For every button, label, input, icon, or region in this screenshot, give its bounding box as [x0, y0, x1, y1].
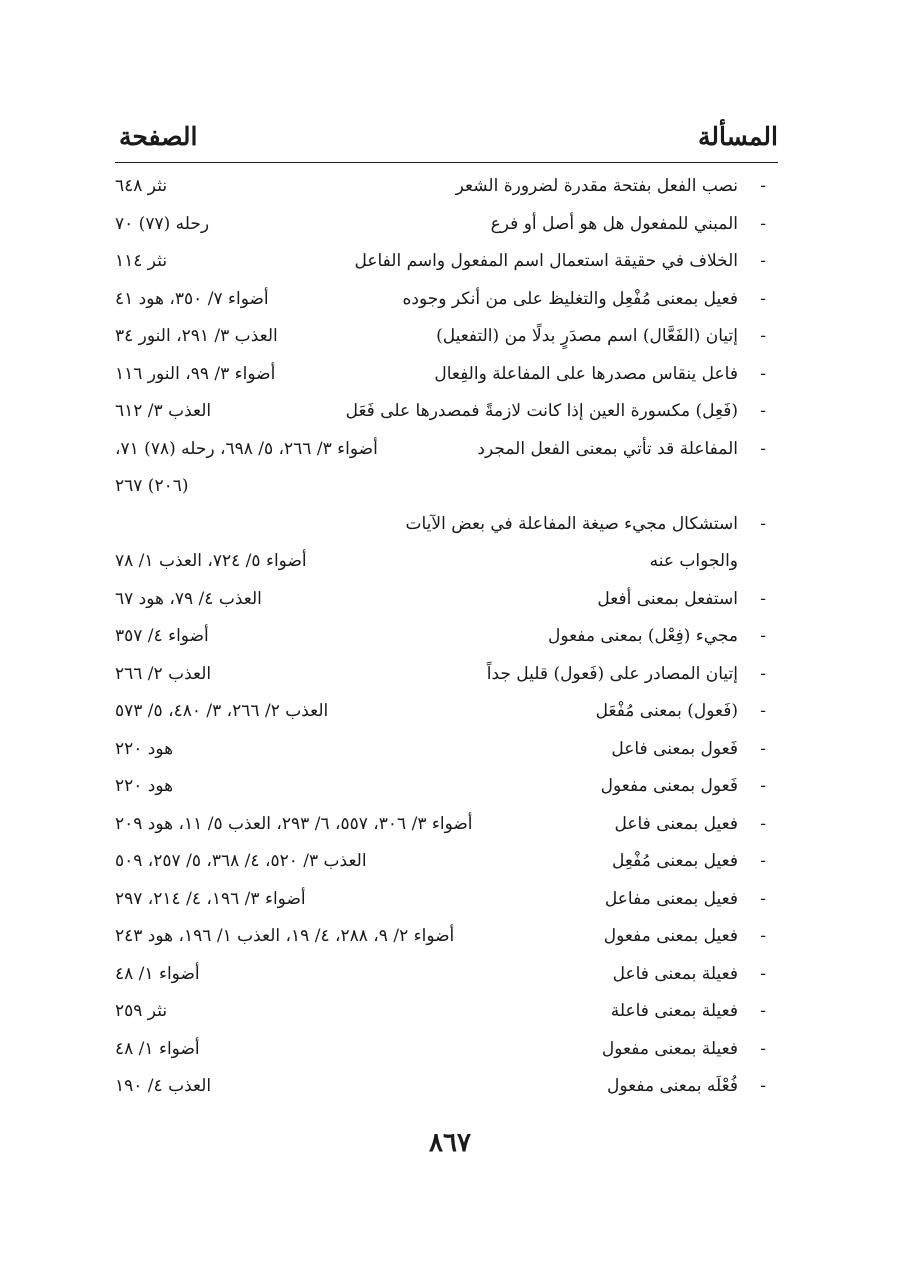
entry-topic: فَعول بمعنى مفعول — [600, 776, 738, 796]
entry-topic: الخلاف في حقيقة استعمال اسم المفعول واسم الفاعل — [354, 251, 738, 271]
entry-topic: فعيلة بمعنى مفعول — [601, 1038, 738, 1059]
index-entry — [115, 206, 778, 244]
index-entry — [115, 468, 778, 506]
index-entry — [115, 731, 778, 769]
index-entry — [115, 881, 778, 919]
page-number: ٨٦٧ — [429, 1128, 471, 1158]
entry-bullet: - — [760, 813, 766, 834]
entry-bullet: - — [760, 401, 766, 421]
entry-page-ref: العذب ٣/ ٦١٢ — [115, 401, 212, 421]
entry-topic: فاعل ينقاس مصدرها على المفاعلة والفِعال — [434, 363, 738, 384]
entry-page-ref: نثر ١١٤ — [115, 251, 168, 271]
entry-topic: استفعل بمعنى أفعل — [597, 588, 738, 609]
entry-topic: فعيلة بمعنى فاعل — [612, 963, 738, 984]
entry-page-ref: العذب ٢/ ٢٦٦، ٣/ ٤٨٠، ٥/ ٥٧٣ — [115, 701, 329, 721]
index-entry — [115, 843, 778, 881]
entry-bullet: - — [760, 326, 766, 346]
entry-page-ref: أضواء ٣/ ١٩٦، ٤/ ٢١٤، ٢٩٧ — [115, 888, 306, 909]
index-entry — [115, 1031, 778, 1069]
entry-bullet: - — [760, 738, 766, 759]
index-entry — [115, 393, 778, 431]
entry-page-ref: نثر ٦٤٨ — [115, 176, 168, 196]
entry-topic: مجيء (فِعْل) بمعنى مفعول — [547, 626, 738, 646]
entry-page-ref: أضواء ٥/ ٧٢٤، العذب ١/ ٧٨ — [115, 551, 307, 571]
index-entry — [115, 281, 778, 319]
entry-bullet: - — [760, 851, 766, 871]
index-entry — [115, 1068, 778, 1106]
index-entry — [115, 243, 778, 281]
entry-bullet: - — [760, 776, 766, 796]
entry-bullet: - — [760, 588, 766, 609]
index-entry — [115, 543, 778, 581]
entry-page-ref: العذب ٣/ ٢٩١، النور ٣٤ — [115, 326, 278, 346]
entry-bullet: - — [760, 251, 766, 271]
entry-page-ref: أضواء ٣/ ٢٦٦، ٥/ ٦٩٨، رحله (٧٨) ٧١، — [115, 438, 378, 459]
entry-bullet: - — [760, 1076, 766, 1096]
entry-bullet: - — [760, 1001, 766, 1021]
index-entry — [115, 506, 778, 544]
entry-topic: إتيان (الفَعَّال) اسم مصدَرٍ بدلًا من (التفعيل) — [436, 326, 738, 346]
entry-topic: استشكال مجيء صيغة المفاعلة في بعض الآيات — [405, 513, 738, 534]
entry-topic: (فَعول) بمعنى مُفْعَل — [595, 701, 738, 721]
entry-topic: المفاعلة قد تأتي بمعنى الفعل المجرد — [477, 438, 738, 459]
entry-bullet: - — [760, 701, 766, 721]
entry-bullet: - — [760, 626, 766, 646]
entry-page-ref: أضواء ٣/ ٣٠٦، ٥٥٧، ٦/ ٢٩٣، العذب ٥/ ١١، هود ٢٠٩ — [115, 813, 473, 834]
index-entry — [115, 918, 778, 956]
entry-topic: (فَعِل) مكسورة العين إذا كانت لازمةً فمصدرها على فَعَل — [345, 401, 738, 421]
index-entries — [115, 168, 778, 1106]
entry-topic: فُعْلَه بمعنى مفعول — [607, 1076, 738, 1096]
index-entry — [115, 318, 778, 356]
header-page-label: الصفحة — [119, 122, 198, 151]
entry-page-ref: العذب ٤/ ١٩٠ — [115, 1076, 212, 1096]
index-entry — [115, 956, 778, 994]
index-entry — [115, 581, 778, 619]
entry-topic: المبني للمفعول هل هو أصل أو فرع — [490, 213, 738, 234]
entry-bullet: - — [760, 1038, 766, 1059]
entry-bullet: - — [760, 888, 766, 909]
entry-topic: فعيل بمعنى فاعل — [614, 813, 738, 834]
entry-page-ref: هود ٢٢٠ — [115, 738, 174, 759]
entry-page-ref: نثر ٢٥٩ — [115, 1001, 168, 1021]
entry-bullet: - — [760, 513, 766, 534]
entry-page-ref: أضواء ١/ ٤٨ — [115, 1038, 200, 1059]
entry-bullet: - — [760, 288, 766, 309]
entry-bullet: - — [760, 176, 766, 196]
entry-page-ref: أضواء ٣/ ٩٩، النور ١١٦ — [115, 363, 276, 384]
index-entry — [115, 356, 778, 394]
entry-page-ref: هود ٢٢٠ — [115, 776, 174, 796]
index-entry — [115, 656, 778, 694]
entry-topic: فعيل بمعنى مفاعل — [604, 888, 738, 909]
index-entry — [115, 806, 778, 844]
entry-page-ref: أضواء ٢/ ٩، ٢٨٨، ٤/ ١٩، العذب ١/ ١٩٦، هود ٢٤٣ — [115, 926, 455, 946]
entry-bullet: - — [760, 663, 766, 684]
entry-bullet: - — [760, 926, 766, 946]
entry-page-ref: أضواء ٧/ ٣٥٠، هود ٤١ — [115, 288, 269, 309]
entry-topic: فَعول بمعنى فاعل — [611, 738, 738, 759]
entry-bullet: - — [760, 438, 766, 459]
index-header — [115, 122, 778, 156]
entry-page-ref: العذب ٢/ ٢٦٦ — [115, 663, 212, 684]
entry-page-ref: (٢٠٦) ٢٦٧ — [115, 476, 189, 496]
entry-bullet: - — [760, 363, 766, 384]
entry-topic: إتيان المصادر على (فَعول) قليل جداً — [486, 663, 738, 684]
entry-bullet: - — [760, 213, 766, 234]
entry-page-ref: العذب ٤/ ٧٩، هود ٦٧ — [115, 588, 262, 609]
index-entry — [115, 168, 778, 206]
entry-topic: فعيلة بمعنى فاعلة — [610, 1001, 738, 1021]
entry-topic: والجواب عنه — [649, 551, 738, 571]
entry-bullet: - — [760, 963, 766, 984]
entry-topic: فعيل بمعنى مُفْعِل والتغليظ على من أنكر وجوده — [402, 288, 738, 309]
entry-page-ref: العذب ٣/ ٥٢٠، ٤/ ٣٦٨، ٥/ ٢٥٧، ٥٠٩ — [115, 851, 367, 871]
header-divider — [115, 162, 778, 163]
entry-page-ref: أضواء ١/ ٤٨ — [115, 963, 200, 984]
entry-page-ref: أضواء ٤/ ٣٥٧ — [115, 626, 209, 646]
index-entry — [115, 693, 778, 731]
entry-topic: نصب الفعل بفتحة مقدرة لضرورة الشعر — [455, 176, 738, 196]
index-entry — [115, 768, 778, 806]
entry-topic: فعيل بمعنى مفعول — [603, 926, 738, 946]
entry-topic: فعيل بمعنى مُفْعِل — [612, 851, 738, 871]
index-entry — [115, 431, 778, 469]
index-entry — [115, 618, 778, 656]
entry-page-ref: رحله (٧٧) ٧٠ — [115, 213, 210, 234]
header-topic-label: المسألة — [698, 122, 778, 151]
index-entry — [115, 993, 778, 1031]
